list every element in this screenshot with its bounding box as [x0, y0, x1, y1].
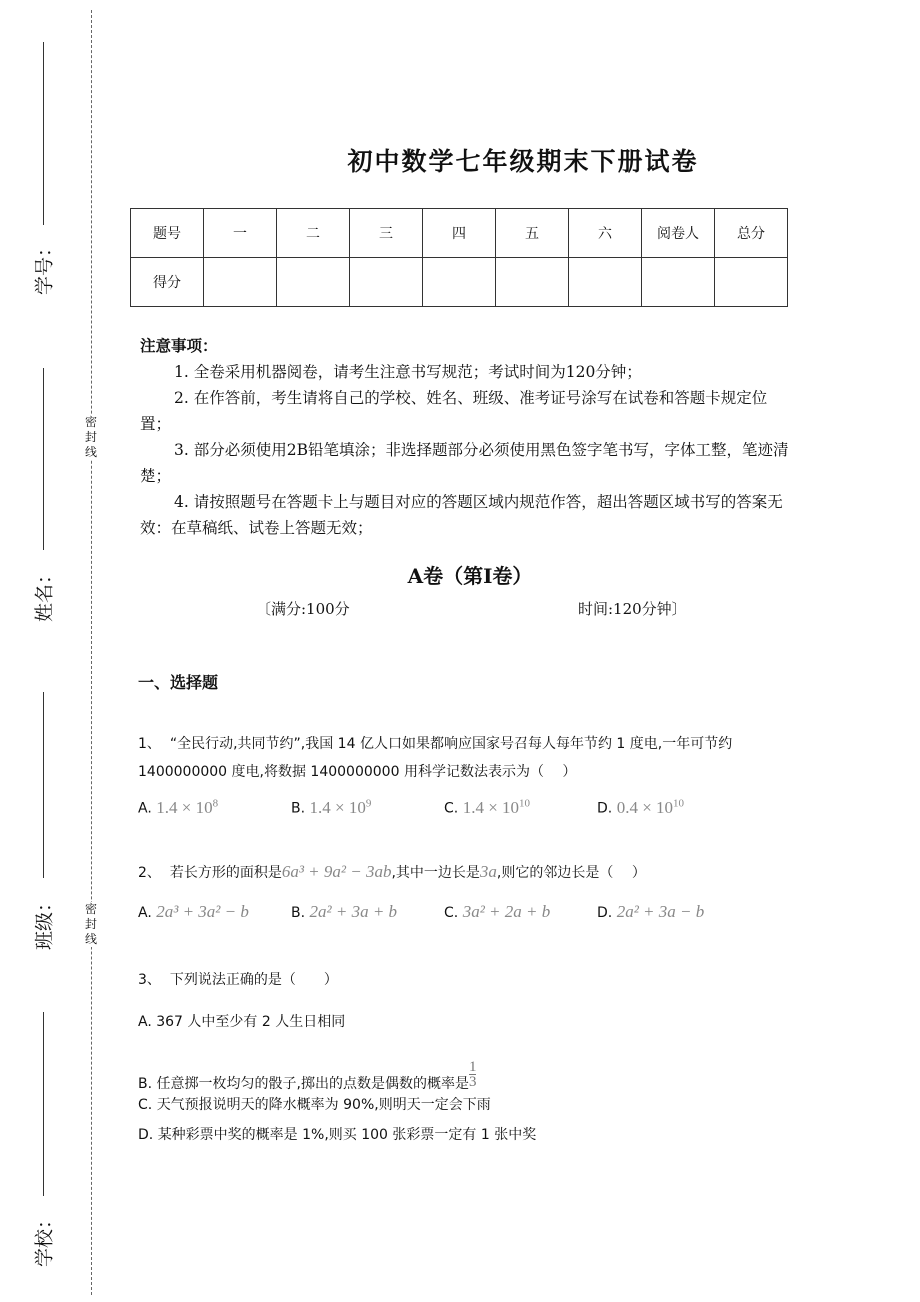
- q2-option-b[interactable]: [291, 902, 397, 922]
- fraction-one-third: [469, 1060, 477, 1089]
- seal-char: 密: [84, 902, 97, 916]
- class-label: 班级：: [33, 893, 56, 951]
- stem-text: ,则它的邻边长是（ ）: [496, 865, 646, 881]
- option-label: A.: [138, 800, 152, 817]
- fraction-numerator: 1: [468, 1059, 477, 1075]
- seal-char: 线: [84, 445, 97, 459]
- question-stem-line2: 1400000000 度电,将数据 1400000000 用科学记数法表示为（ ）: [138, 764, 577, 780]
- class-line: [43, 692, 44, 878]
- q2-option-a[interactable]: [138, 902, 249, 922]
- q3-option-b[interactable]: [138, 1060, 476, 1093]
- score-cell: [715, 258, 788, 307]
- option-label: A.: [138, 905, 152, 921]
- math-base: 1.4 × 10: [309, 797, 366, 817]
- header-cell: 一: [204, 209, 277, 258]
- score-table-header-row: [131, 209, 788, 258]
- notes-heading: 注意事项：: [140, 336, 218, 355]
- option-text: 367 人中至少有 2 人生日相同: [156, 1014, 346, 1030]
- seal-dashed-line: [91, 10, 92, 1295]
- option-math: 3a² + 2a + b: [462, 902, 551, 921]
- header-cell: 阅卷人: [642, 209, 715, 258]
- seal-char: 密: [84, 415, 97, 429]
- fraction-denominator: 3: [468, 1074, 477, 1090]
- side-expression: 3a: [479, 862, 497, 881]
- score-cell: [277, 258, 350, 307]
- q3-option-d[interactable]: [138, 1124, 536, 1144]
- option-label: C.: [444, 800, 459, 817]
- student-id-line: [43, 42, 44, 225]
- option-label: D.: [597, 905, 613, 921]
- note-item: 4. 请按照题号在答题卡上与题目对应的答题区域内规范作答，超出答题区域书写的答案无效：在草稿纸、试卷上答题无效；: [140, 493, 783, 537]
- option-text: 天气预报说明天的降水概率为 90%,则明天一定会下雨: [156, 1097, 491, 1113]
- paper-heading: A卷（第I卷）: [407, 564, 533, 588]
- notes: [140, 333, 790, 541]
- option-label: D.: [138, 1127, 154, 1143]
- option-label: A.: [138, 1014, 152, 1030]
- school-label: 学校：: [33, 1210, 56, 1268]
- header-cell: 六: [569, 209, 642, 258]
- header-cell: 题号: [131, 209, 204, 258]
- seal-char: 封: [84, 917, 97, 931]
- score-cell: [642, 258, 715, 307]
- score-row-label: 得分: [131, 258, 204, 307]
- score-cell: [350, 258, 423, 307]
- header-cell: 二: [277, 209, 350, 258]
- header-cell: 四: [423, 209, 496, 258]
- option-math: [463, 798, 530, 817]
- header-cell: 三: [350, 209, 423, 258]
- note-item: 1. 全卷采用机器阅卷，请考生注意书写规范；考试时间为120分钟；: [174, 363, 642, 381]
- note-item: 2. 在作答前，考生请将自己的学校、姓名、班级、准考证号涂写在试卷和答题卡规定位置；: [140, 389, 768, 433]
- score-cell: [423, 258, 496, 307]
- question-number: 2、: [138, 865, 161, 881]
- section-heading: 一、选择题: [138, 673, 219, 692]
- stem-text: 若长方形的面积是: [169, 865, 282, 881]
- q3-option-c[interactable]: [138, 1094, 491, 1114]
- header-cell: 总分: [715, 209, 788, 258]
- question-3: [138, 969, 338, 989]
- exam-time: 时间:120分钟〕: [578, 600, 687, 618]
- q1-option-d[interactable]: [597, 797, 684, 818]
- q1-option-c[interactable]: [444, 797, 530, 818]
- note-item: 3. 部分必须使用2B铅笔填涂；非选择题部分必须使用黑色签字笔书写，字体工整，笔迹清楚；: [140, 441, 789, 485]
- full-score: 〔满分:100分: [256, 600, 350, 618]
- math-exponent: 10: [673, 797, 685, 809]
- score-cell: [204, 258, 277, 307]
- math-base: 1.4 × 10: [156, 797, 213, 817]
- seal-text-top: [83, 415, 99, 460]
- math-exponent: 9: [365, 797, 372, 809]
- option-label: B.: [291, 905, 306, 921]
- option-math: [310, 798, 372, 817]
- question-stem-line1: “全民行动,共同节约”,我国 14 亿人口如果都响应国家号召每人每年节约 1 度电,一年可节约: [169, 736, 733, 752]
- math-base: 0.4 × 10: [616, 797, 674, 817]
- option-math: [156, 798, 218, 817]
- name-label: 姓名：: [33, 565, 56, 623]
- q2-option-d[interactable]: [597, 902, 704, 922]
- school-line: [43, 1012, 44, 1196]
- option-label: B.: [138, 1076, 153, 1092]
- option-math: 2a² + 3a + b: [309, 902, 398, 921]
- math-exponent: 10: [519, 797, 531, 809]
- option-text: 某种彩票中奖的概率是 1%,则买 100 张彩票一定有 1 张中奖: [157, 1127, 537, 1143]
- score-cell: [496, 258, 569, 307]
- math-exponent: 8: [212, 797, 219, 809]
- question-2: [138, 862, 646, 882]
- option-math: 2a³ + 3a² − b: [156, 902, 249, 921]
- q1-option-a[interactable]: [138, 797, 218, 818]
- stem-text: 下列说法正确的是（ ）: [169, 972, 338, 988]
- name-line: [43, 368, 44, 550]
- option-label: B.: [291, 800, 306, 817]
- score-table: [130, 208, 788, 307]
- question-number: 3、: [138, 972, 161, 988]
- stem-text: ,其中一边长是: [391, 865, 480, 881]
- q2-option-c[interactable]: [444, 902, 550, 922]
- student-id-label: 学号：: [33, 238, 56, 296]
- option-text: 任意掷一枚均匀的骰子,掷出的点数是偶数的概率是: [156, 1076, 469, 1092]
- score-cell: [569, 258, 642, 307]
- score-table-score-row: [131, 258, 788, 307]
- seal-char: 封: [84, 430, 97, 444]
- option-label: C.: [444, 905, 459, 921]
- q1-option-b[interactable]: [291, 797, 371, 818]
- question-number: 1、: [138, 736, 161, 752]
- q3-option-a[interactable]: [138, 1011, 345, 1031]
- option-label: C.: [138, 1097, 153, 1113]
- option-math: 2a² + 3a − b: [616, 902, 705, 921]
- option-math: [617, 798, 684, 817]
- header-cell: 五: [496, 209, 569, 258]
- exam-title: 初中数学七年级期末下册试卷: [347, 147, 699, 176]
- option-label: D.: [597, 800, 613, 817]
- math-base: 1.4 × 10: [462, 797, 520, 817]
- question-1: [138, 733, 732, 753]
- seal-char: 线: [84, 932, 97, 946]
- area-expression: 6a³ + 9a² − 3ab: [281, 862, 392, 881]
- seal-text-bottom: [83, 902, 99, 947]
